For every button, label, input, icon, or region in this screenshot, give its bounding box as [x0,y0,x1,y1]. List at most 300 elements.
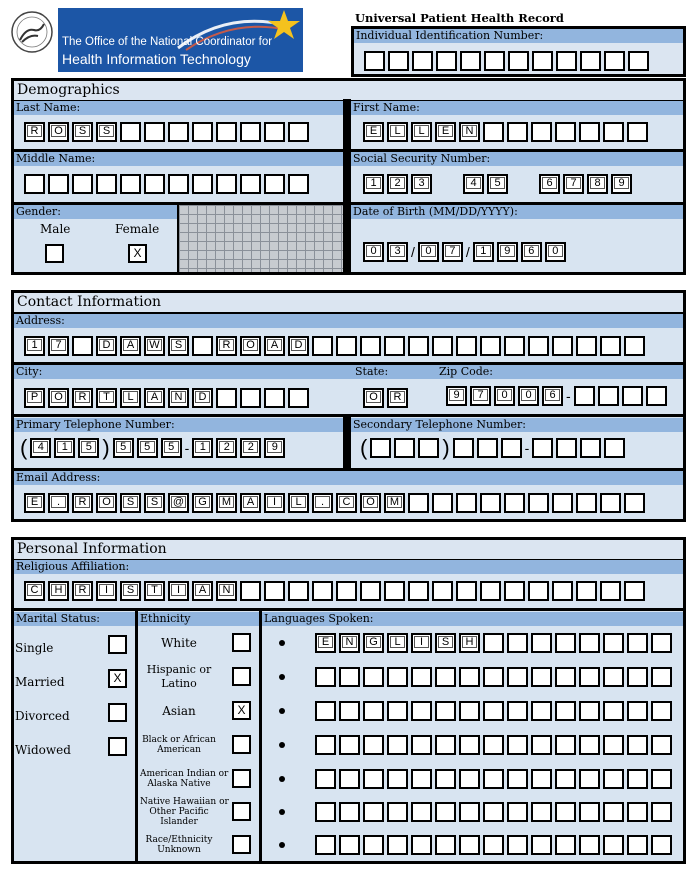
char-cell[interactable] [531,122,552,142]
char-cell[interactable] [576,581,597,601]
char-cell[interactable] [339,769,360,789]
char-cell[interactable] [387,835,408,855]
char-cell[interactable] [579,802,600,822]
char-cell[interactable] [624,493,645,513]
char-cell[interactable] [315,701,336,721]
char-cell[interactable] [216,388,237,408]
ethnicity-checkbox[interactable] [232,835,251,854]
char-cell[interactable] [48,174,69,194]
middle-name-cells[interactable] [24,174,309,194]
char-cell[interactable] [480,581,501,601]
char-cell[interactable]: S [120,581,141,601]
char-cell[interactable] [339,835,360,855]
char-cell[interactable] [432,581,453,601]
primary-line-cells[interactable] [192,438,285,458]
char-cell[interactable] [483,835,504,855]
ssn-part3-cells[interactable] [539,174,632,194]
char-cell[interactable] [532,438,553,458]
char-cell[interactable] [651,835,672,855]
language-cells[interactable] [315,667,672,687]
char-cell[interactable] [624,336,645,356]
char-cell[interactable] [24,174,45,194]
char-cell[interactable]: 2 [387,174,408,194]
char-cell[interactable] [504,336,525,356]
char-cell[interactable] [600,581,621,601]
secondary-line-cells[interactable] [532,438,625,458]
language-cells[interactable] [315,633,672,653]
city-cells[interactable] [24,388,309,408]
char-cell[interactable] [435,701,456,721]
char-cell[interactable] [531,769,552,789]
char-cell[interactable]: 0 [494,386,515,406]
char-cell[interactable] [459,667,480,687]
ethnicity-checkbox[interactable]: X [232,701,251,720]
char-cell[interactable] [363,735,384,755]
char-cell[interactable] [627,667,648,687]
char-cell[interactable] [480,493,501,513]
char-cell[interactable] [363,835,384,855]
char-cell[interactable]: S [144,493,165,513]
char-cell[interactable]: 7 [48,336,69,356]
dob-month-cells[interactable] [363,242,408,262]
char-cell[interactable]: 1 [363,174,384,194]
char-cell[interactable]: 0 [518,386,539,406]
char-cell[interactable] [436,51,457,71]
char-cell[interactable]: 5 [161,438,182,458]
marital-checkbox[interactable] [108,635,127,654]
char-cell[interactable] [408,493,429,513]
char-cell[interactable]: L [288,493,309,513]
primary-area-cells[interactable] [30,438,99,458]
char-cell[interactable] [531,701,552,721]
char-cell[interactable] [315,667,336,687]
char-cell[interactable]: L [387,633,408,653]
char-cell[interactable] [651,701,672,721]
char-cell[interactable] [168,122,189,142]
char-cell[interactable] [387,735,408,755]
char-cell[interactable] [504,493,525,513]
char-cell[interactable]: A [264,336,285,356]
char-cell[interactable]: 5 [78,438,99,458]
state-cells[interactable] [363,388,408,408]
char-cell[interactable] [555,701,576,721]
char-cell[interactable] [531,735,552,755]
char-cell[interactable] [435,802,456,822]
address-cells[interactable] [24,336,645,356]
char-cell[interactable] [411,769,432,789]
char-cell[interactable]: N [339,633,360,653]
char-cell[interactable] [360,581,381,601]
char-cell[interactable]: N [168,388,189,408]
char-cell[interactable] [435,667,456,687]
char-cell[interactable] [579,835,600,855]
char-cell[interactable] [384,581,405,601]
char-cell[interactable] [144,174,165,194]
char-cell[interactable] [315,735,336,755]
char-cell[interactable] [603,701,624,721]
char-cell[interactable]: 7 [563,174,584,194]
char-cell[interactable] [336,581,357,601]
char-cell[interactable]: 8 [587,174,608,194]
char-cell[interactable] [579,633,600,653]
secondary-prefix-cells[interactable] [453,438,522,458]
char-cell[interactable] [556,438,577,458]
char-cell[interactable] [507,633,528,653]
char-cell[interactable] [339,802,360,822]
char-cell[interactable]: O [240,336,261,356]
char-cell[interactable] [312,336,333,356]
char-cell[interactable] [370,438,391,458]
char-cell[interactable]: R [24,122,45,142]
char-cell[interactable] [459,701,480,721]
language-cells[interactable] [315,769,672,789]
char-cell[interactable]: N [459,122,480,142]
char-cell[interactable]: R [72,388,93,408]
char-cell[interactable]: 5 [487,174,508,194]
char-cell[interactable] [480,336,501,356]
char-cell[interactable] [579,769,600,789]
char-cell[interactable] [580,438,601,458]
char-cell[interactable]: I [168,581,189,601]
marital-checkbox[interactable]: X [108,669,127,688]
char-cell[interactable] [360,336,381,356]
primary-prefix-cells[interactable] [113,438,182,458]
char-cell[interactable] [364,51,385,71]
char-cell[interactable] [435,735,456,755]
char-cell[interactable] [240,581,261,601]
char-cell[interactable]: A [192,581,213,601]
char-cell[interactable]: T [144,581,165,601]
religion-cells[interactable] [24,581,645,601]
char-cell[interactable] [627,122,648,142]
char-cell[interactable] [120,174,141,194]
char-cell[interactable]: 7 [470,386,491,406]
dob-day-cells[interactable] [418,242,463,262]
char-cell[interactable] [483,769,504,789]
char-cell[interactable] [576,336,597,356]
char-cell[interactable] [387,667,408,687]
char-cell[interactable]: E [315,633,336,653]
char-cell[interactable]: L [120,388,141,408]
char-cell[interactable] [387,701,408,721]
marital-checkbox[interactable] [108,737,127,756]
ethnicity-checkbox[interactable] [232,802,251,821]
char-cell[interactable]: 6 [539,174,560,194]
char-cell[interactable] [531,835,552,855]
char-cell[interactable] [603,122,624,142]
char-cell[interactable] [459,835,480,855]
char-cell[interactable] [411,667,432,687]
char-cell[interactable] [622,386,643,406]
char-cell[interactable] [339,667,360,687]
char-cell[interactable] [192,174,213,194]
language-cells[interactable] [315,701,672,721]
char-cell[interactable] [96,174,117,194]
char-cell[interactable] [240,388,261,408]
char-cell[interactable] [288,581,309,601]
char-cell[interactable]: I [411,633,432,653]
char-cell[interactable] [483,735,504,755]
char-cell[interactable] [651,735,672,755]
char-cell[interactable]: S [120,493,141,513]
char-cell[interactable] [408,336,429,356]
char-cell[interactable]: 1 [24,336,45,356]
id-number-cells[interactable] [364,51,649,71]
char-cell[interactable] [604,438,625,458]
char-cell[interactable] [552,493,573,513]
zip-field[interactable] [446,386,667,406]
char-cell[interactable]: 1 [473,242,494,262]
char-cell[interactable]: 9 [446,386,467,406]
char-cell[interactable] [507,122,528,142]
char-cell[interactable]: D [96,336,117,356]
char-cell[interactable] [363,667,384,687]
char-cell[interactable] [412,51,433,71]
char-cell[interactable] [339,735,360,755]
char-cell[interactable] [507,735,528,755]
char-cell[interactable]: M [216,493,237,513]
char-cell[interactable] [315,769,336,789]
char-cell[interactable] [192,336,213,356]
char-cell[interactable] [288,122,309,142]
char-cell[interactable] [168,174,189,194]
char-cell[interactable] [363,701,384,721]
char-cell[interactable]: R [72,581,93,601]
char-cell[interactable]: I [96,581,117,601]
secondary-area-cells[interactable] [370,438,439,458]
char-cell[interactable]: E [363,122,384,142]
char-cell[interactable] [264,174,285,194]
char-cell[interactable]: D [288,336,309,356]
char-cell[interactable] [288,388,309,408]
char-cell[interactable] [627,633,648,653]
char-cell[interactable] [483,701,504,721]
char-cell[interactable] [459,735,480,755]
char-cell[interactable] [603,769,624,789]
char-cell[interactable]: 0 [418,242,439,262]
char-cell[interactable] [628,51,649,71]
char-cell[interactable]: 6 [521,242,542,262]
char-cell[interactable] [555,769,576,789]
char-cell[interactable] [580,51,601,71]
char-cell[interactable] [387,769,408,789]
char-cell[interactable]: O [363,388,384,408]
char-cell[interactable]: P [24,388,45,408]
char-cell[interactable]: G [363,633,384,653]
char-cell[interactable]: 3 [387,242,408,262]
char-cell[interactable]: . [312,493,333,513]
char-cell[interactable]: O [96,493,117,513]
char-cell[interactable] [600,336,621,356]
char-cell[interactable] [603,633,624,653]
char-cell[interactable] [312,581,333,601]
char-cell[interactable] [576,493,597,513]
char-cell[interactable] [264,388,285,408]
char-cell[interactable]: 6 [542,386,563,406]
char-cell[interactable] [531,802,552,822]
char-cell[interactable]: 0 [363,242,384,262]
char-cell[interactable]: A [144,388,165,408]
ethnicity-checkbox[interactable] [232,667,251,686]
char-cell[interactable]: 2 [240,438,261,458]
char-cell[interactable] [384,336,405,356]
ethnicity-checkbox[interactable] [232,769,251,788]
char-cell[interactable] [555,835,576,855]
char-cell[interactable] [556,51,577,71]
char-cell[interactable]: L [411,122,432,142]
char-cell[interactable] [477,438,498,458]
char-cell[interactable] [315,802,336,822]
char-cell[interactable] [483,633,504,653]
char-cell[interactable]: 9 [611,174,632,194]
char-cell[interactable]: T [96,388,117,408]
char-cell[interactable] [388,51,409,71]
char-cell[interactable] [603,802,624,822]
char-cell[interactable] [508,51,529,71]
char-cell[interactable] [555,633,576,653]
char-cell[interactable]: R [216,336,237,356]
char-cell[interactable]: S [96,122,117,142]
char-cell[interactable] [528,581,549,601]
zip-ext-cells[interactable] [574,386,667,406]
char-cell[interactable]: O [360,493,381,513]
char-cell[interactable] [531,633,552,653]
char-cell[interactable] [363,802,384,822]
char-cell[interactable] [387,802,408,822]
char-cell[interactable] [240,122,261,142]
char-cell[interactable] [528,493,549,513]
char-cell[interactable] [432,493,453,513]
char-cell[interactable] [600,493,621,513]
char-cell[interactable]: S [435,633,456,653]
char-cell[interactable] [216,122,237,142]
char-cell[interactable] [483,667,504,687]
male-checkbox[interactable] [45,244,64,263]
char-cell[interactable]: 4 [30,438,51,458]
char-cell[interactable] [627,769,648,789]
char-cell[interactable]: . [48,493,69,513]
char-cell[interactable] [624,581,645,601]
char-cell[interactable]: A [120,336,141,356]
char-cell[interactable] [411,701,432,721]
char-cell[interactable] [339,701,360,721]
dob-field[interactable] [363,242,566,262]
char-cell[interactable] [507,802,528,822]
char-cell[interactable] [603,735,624,755]
char-cell[interactable]: 1 [54,438,75,458]
char-cell[interactable] [507,769,528,789]
char-cell[interactable]: 9 [497,242,518,262]
char-cell[interactable] [603,667,624,687]
ethnicity-checkbox[interactable] [232,633,251,652]
char-cell[interactable] [579,667,600,687]
char-cell[interactable] [627,802,648,822]
last-name-cells[interactable] [24,122,309,142]
char-cell[interactable] [435,769,456,789]
char-cell[interactable]: 0 [545,242,566,262]
char-cell[interactable] [459,769,480,789]
char-cell[interactable] [603,835,624,855]
char-cell[interactable] [411,802,432,822]
char-cell[interactable] [528,336,549,356]
language-cells[interactable] [315,835,672,855]
zip-cells[interactable] [446,386,563,406]
char-cell[interactable] [579,122,600,142]
char-cell[interactable] [315,835,336,855]
char-cell[interactable]: W [144,336,165,356]
char-cell[interactable] [411,835,432,855]
char-cell[interactable] [483,802,504,822]
char-cell[interactable] [411,735,432,755]
char-cell[interactable] [651,802,672,822]
char-cell[interactable]: 5 [137,438,158,458]
char-cell[interactable]: C [24,581,45,601]
char-cell[interactable] [394,438,415,458]
char-cell[interactable] [459,802,480,822]
char-cell[interactable]: S [168,336,189,356]
char-cell[interactable] [507,667,528,687]
ssn-part2-cells[interactable] [463,174,508,194]
char-cell[interactable] [532,51,553,71]
char-cell[interactable] [555,122,576,142]
char-cell[interactable]: 3 [411,174,432,194]
char-cell[interactable]: R [72,493,93,513]
char-cell[interactable] [627,701,648,721]
char-cell[interactable]: D [192,388,213,408]
first-name-cells[interactable] [363,122,648,142]
char-cell[interactable]: E [24,493,45,513]
char-cell[interactable] [555,802,576,822]
char-cell[interactable] [216,174,237,194]
char-cell[interactable] [555,667,576,687]
char-cell[interactable]: 9 [264,438,285,458]
char-cell[interactable] [651,667,672,687]
char-cell[interactable] [598,386,619,406]
char-cell[interactable] [264,122,285,142]
char-cell[interactable]: 2 [216,438,237,458]
char-cell[interactable] [240,174,261,194]
ssn-part1-cells[interactable] [363,174,432,194]
char-cell[interactable] [531,667,552,687]
language-cells[interactable] [315,802,672,822]
char-cell[interactable]: H [48,581,69,601]
language-cells[interactable] [315,735,672,755]
char-cell[interactable]: H [459,633,480,653]
char-cell[interactable] [579,701,600,721]
char-cell[interactable] [651,633,672,653]
char-cell[interactable] [456,336,477,356]
dob-year-cells[interactable] [473,242,566,262]
char-cell[interactable] [579,735,600,755]
char-cell[interactable] [483,122,504,142]
char-cell[interactable] [336,336,357,356]
char-cell[interactable] [144,122,165,142]
char-cell[interactable] [627,735,648,755]
char-cell[interactable] [120,122,141,142]
secondary-phone-field[interactable] [360,435,625,460]
char-cell[interactable] [264,581,285,601]
char-cell[interactable]: 4 [463,174,484,194]
char-cell[interactable] [435,835,456,855]
char-cell[interactable] [574,386,595,406]
char-cell[interactable]: 5 [113,438,134,458]
primary-phone-field[interactable] [20,435,285,460]
char-cell[interactable]: R [387,388,408,408]
char-cell[interactable] [555,735,576,755]
char-cell[interactable]: I [264,493,285,513]
char-cell[interactable] [552,581,573,601]
char-cell[interactable]: M [384,493,405,513]
